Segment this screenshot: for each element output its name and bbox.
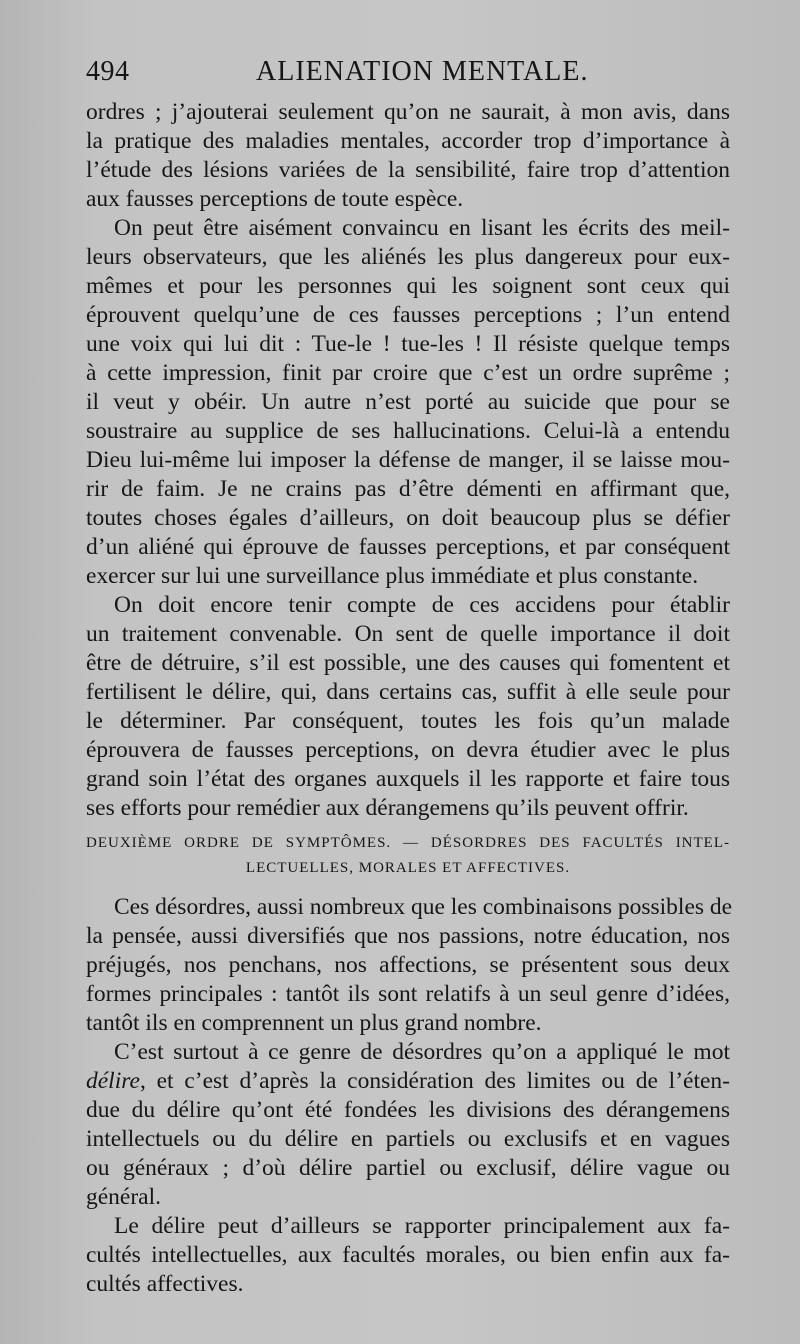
text-line: être de détruire, s’il est possible, une des causes qui fomentent et	[86, 650, 730, 676]
text-line: général.	[86, 1184, 162, 1210]
text-line: soustraire au supplice de ses hallucinations. Celui-là a entendu	[86, 418, 730, 444]
text-line: grand soin l’état des organes auxquels il les rapporte et faire tous	[86, 766, 730, 792]
text-line: une voix qui lui dit : Tue-le ! tue-les ! Il résiste quelque temps	[86, 331, 730, 357]
text-line: Ces désordres, aussi nombreux que les combinaisons possibles de	[114, 894, 733, 920]
text-line: formes principales : tantôt ils sont relatifs à un seul genre d’idées,	[86, 981, 730, 1007]
text-line: leurs observateurs, que les aliénés les plus dangereux pour eux-	[86, 244, 730, 270]
paragraph	[86, 893, 733, 1038]
text-line: exercer sur lui une surveillance plus immédiate et plus constante.	[86, 563, 699, 589]
text-line: On doit encore tenir compte de ces accidens pour établir	[114, 592, 730, 618]
italic-term: délire	[86, 1068, 140, 1094]
text-line: préjugés, nos penchans, nos affections, se présentent sous deux	[86, 952, 730, 978]
text-line	[86, 1067, 730, 1096]
text-line: mêmes et pour les personnes qui les soignent sont ceux qui	[86, 273, 730, 299]
text-line: d’un aliéné qui éprouve de fausses perceptions, et par conséquent	[86, 534, 730, 560]
text-line: il veut y obéir. Un autre n’est porté au suicide que pour se	[86, 389, 730, 415]
text-line: tantôt ils en comprennent un plus grand nombre.	[86, 1010, 542, 1036]
running-title: ALIENATION MENTALE.	[256, 56, 589, 87]
text-line: éprouvent quelqu’une de ces fausses perceptions ; l’un entend	[86, 302, 730, 328]
text-line: la pratique des maladies mentales, accorder trop d’importance à	[86, 128, 730, 154]
text-line: Dieu lui-même lui imposer la défense de manger, il se laisse mou-	[86, 447, 730, 473]
paragraph-continuation	[86, 98, 730, 214]
page-number: 494	[86, 56, 130, 87]
paragraph	[86, 591, 730, 823]
heading-line: DEUXIÈME ORDRE DE SYMPTÔMES. — DÉSORDRES DES FACULTÉS INTEL-	[86, 835, 730, 851]
text-line: Le délire peut d’ailleurs se rapporter principalement aux fa-	[114, 1213, 730, 1239]
text-line: ordres ; j’ajouterai seulement qu’on ne saurait, à mon avis, dans	[86, 99, 730, 125]
text-line: fertilisent le délire, qui, dans certains cas, suffit à elle seule pour	[86, 679, 730, 705]
text-line: intellectuels ou du délire en partiels ou exclusifs et en vagues	[86, 1126, 730, 1152]
page-header	[86, 56, 716, 96]
text-line: due du délire qu’ont été fondées les divisions des dérangemens	[86, 1097, 730, 1123]
body-text	[86, 98, 733, 1299]
text-line: un traitement convenable. On sent de quelle importance il doit	[86, 621, 730, 647]
text-line: C’est surtout à ce genre de désordres qu’on a appliqué le mot	[114, 1039, 730, 1065]
paragraph	[86, 214, 730, 591]
text-line: à cette impression, finit par croire que c’est un ordre suprême ;	[86, 360, 730, 386]
text-run: , et c’est d’après la considération des limites ou de l’éten-	[139, 1068, 730, 1094]
text-line: rir de faim. Je ne crains pas d’être démenti en affirmant que,	[86, 476, 730, 502]
text-line: toutes choses égales d’ailleurs, on doit beaucoup plus se défier	[86, 505, 730, 531]
text-line: ses efforts pour remédier aux dérangemens qu’ils peuvent offrir.	[86, 795, 689, 821]
text-line: le déterminer. Par conséquent, toutes les fois qu’un malade	[86, 708, 730, 734]
paragraph	[86, 1038, 730, 1212]
text-line: l’étude des lésions variées de la sensibilité, faire trop d’attention	[86, 157, 730, 183]
text-line: éprouvera de fausses perceptions, on devra étudier avec le plus	[86, 737, 730, 763]
text-line: cultés affectives.	[86, 1271, 244, 1297]
text-line: cultés intellectuelles, aux facultés morales, ou bien enfin aux fa-	[86, 1242, 730, 1268]
text-line: On peut être aisément convaincu en lisant les écrits des meil-	[114, 215, 730, 241]
section-heading	[86, 831, 730, 881]
paragraph	[86, 1212, 730, 1299]
text-line: ou généraux ; d’où délire partiel ou exclusif, délire vague ou	[86, 1155, 730, 1181]
heading-line: LECTUELLES, MORALES ET AFFECTIVES.	[245, 860, 571, 876]
text-line: la pensée, aussi diversifiés que nos passions, notre éducation, nos	[86, 923, 730, 949]
text-line: aux fausses perceptions de toute espèce.	[86, 186, 464, 212]
